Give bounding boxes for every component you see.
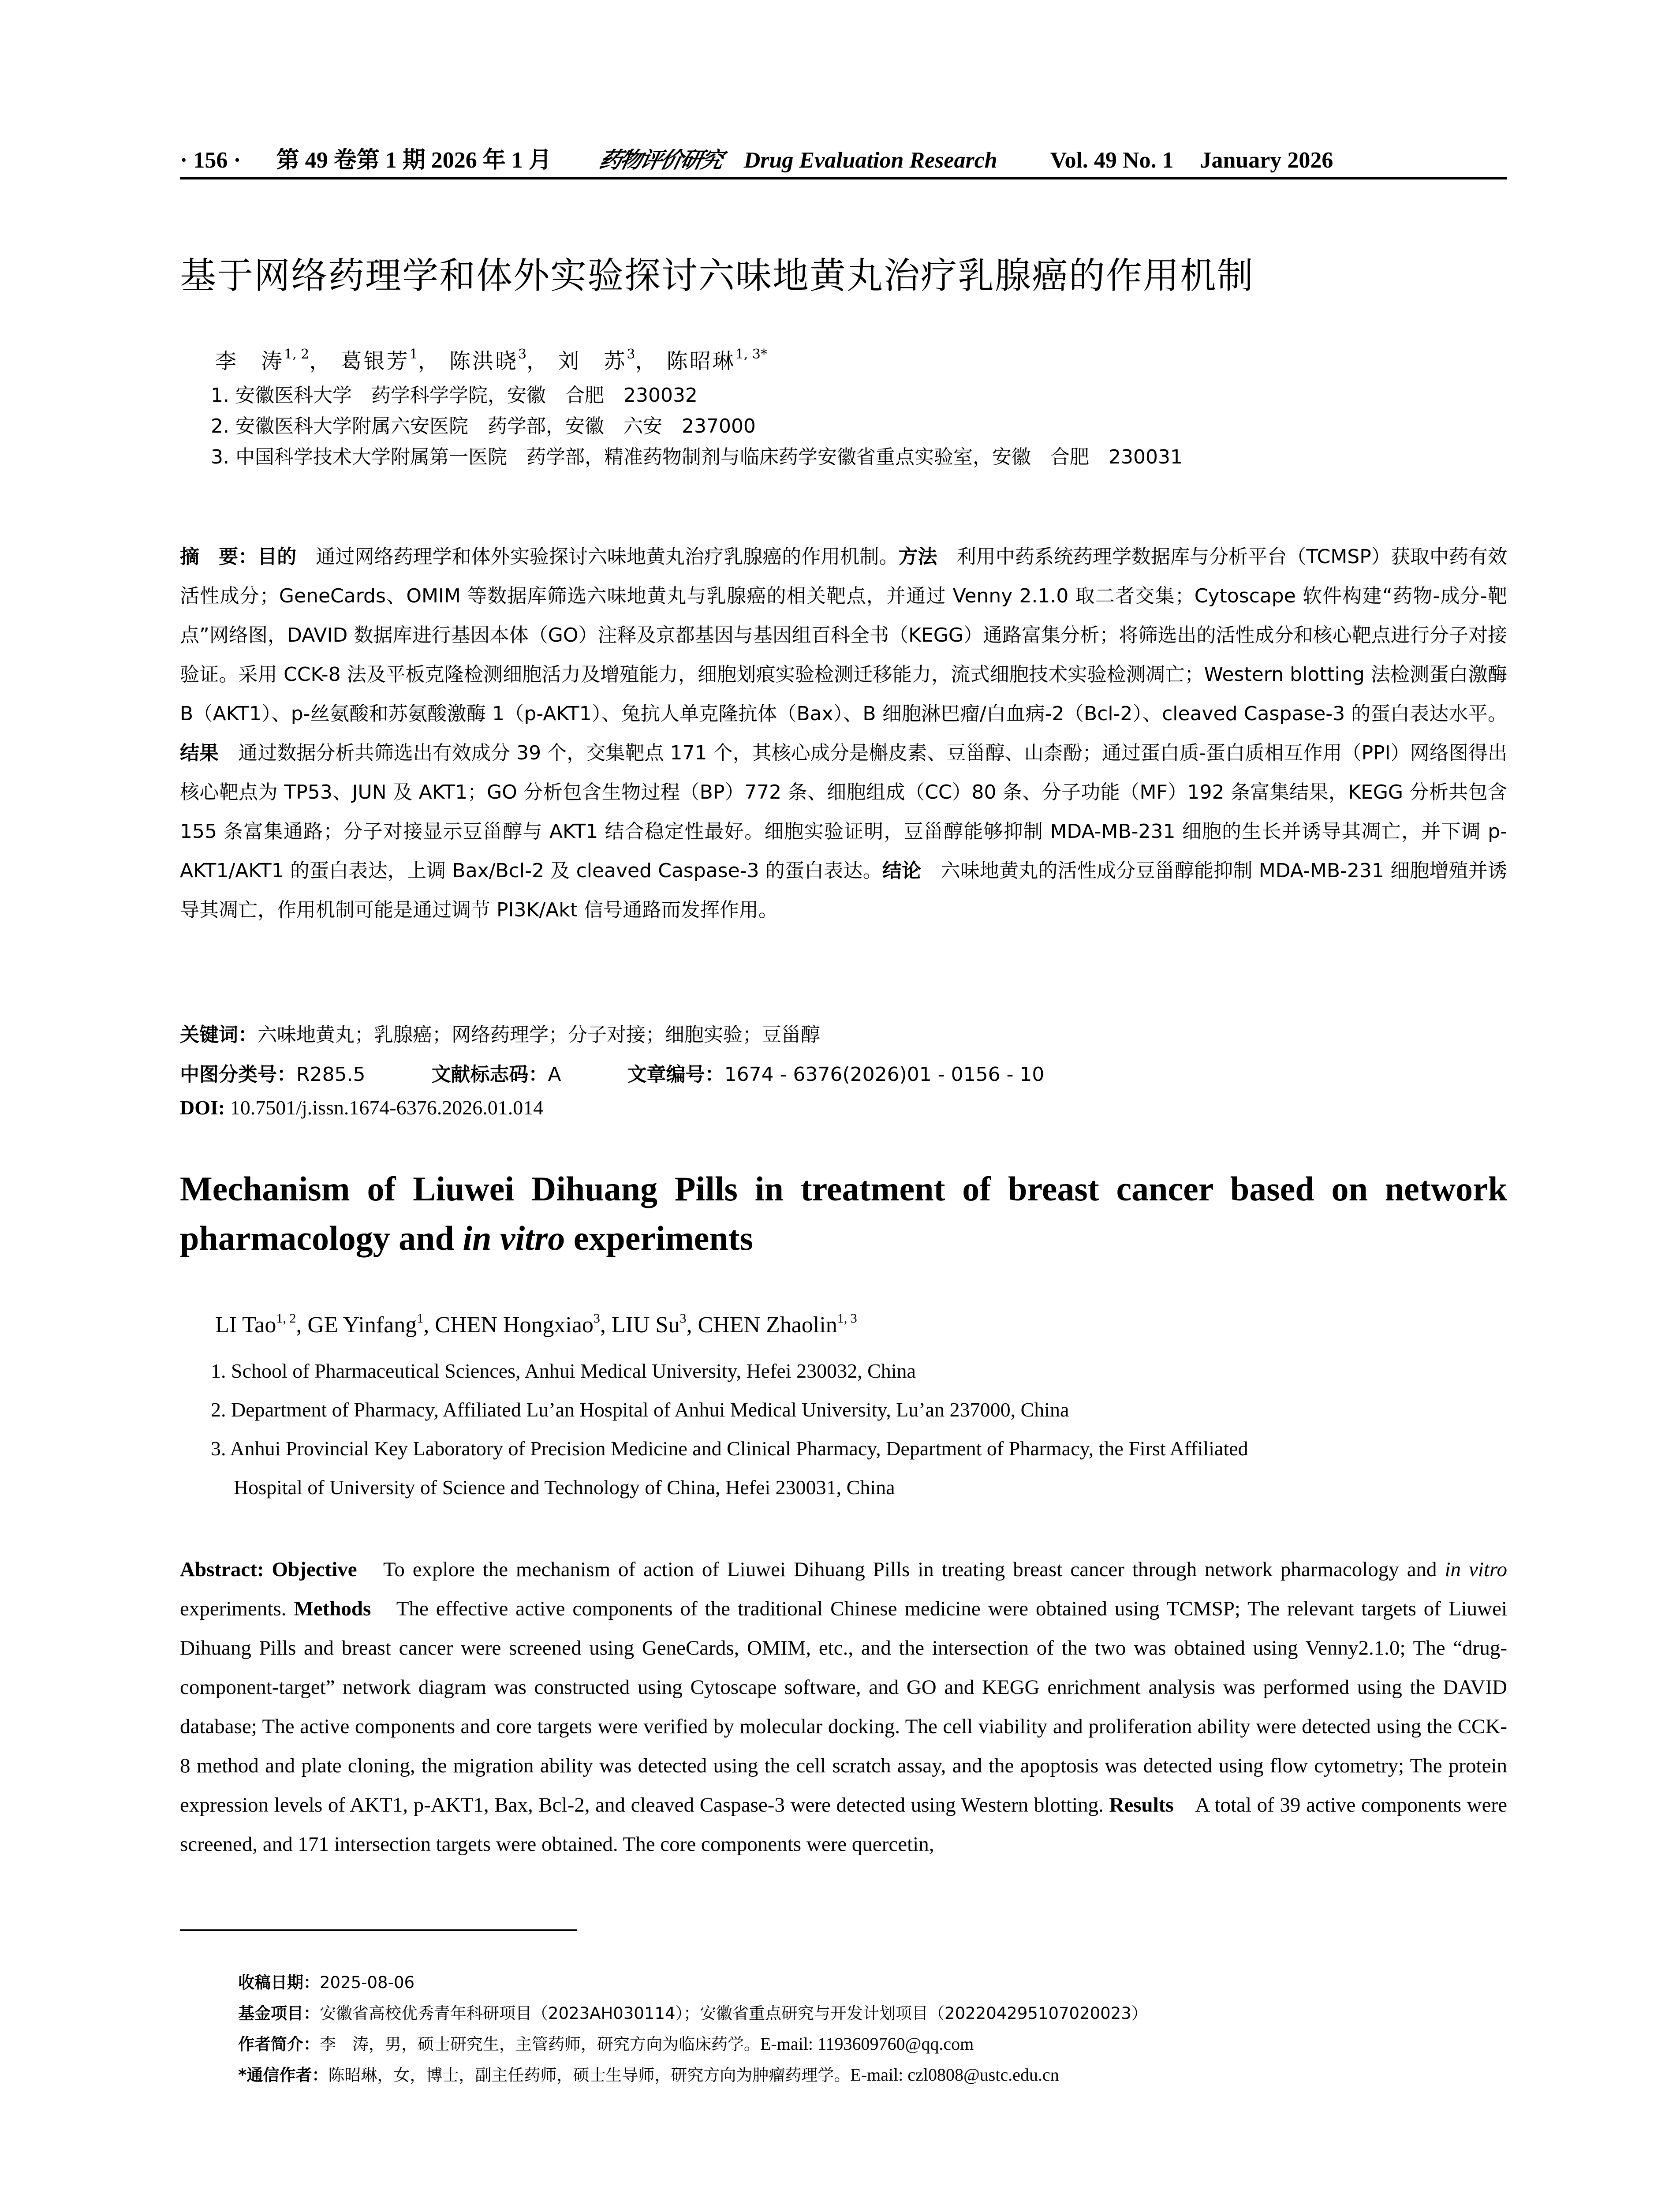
cn-author: 葛银芳$^1$， [340, 347, 441, 374]
en-abstract-label: Abstract: [180, 1558, 272, 1581]
en-results-text: A total of 39 active components were screened, and 171 intersection targets were obtained. The core components were quercetin, [180, 1794, 1507, 1856]
article-no-label: 文章编号： [627, 1063, 724, 1086]
keywords-text: 六味地黄丸；乳腺癌；网络药理学；分子对接；细胞实验；豆甾醇 [258, 1024, 820, 1046]
corresponding-email[interactable]: E-mail: czl0808@ustc.edu.cn [850, 2065, 1059, 2085]
cn-results-label: 结果 [180, 742, 219, 764]
cn-author-list [215, 344, 767, 374]
cn-objective-text: 通过网络药理学和体外实验探讨六味地黄丸治疗乳腺癌的作用机制。 [296, 546, 899, 568]
clc-value: R285.5 [296, 1063, 366, 1086]
header-rule [180, 177, 1507, 179]
keywords-label: 关键词： [180, 1024, 258, 1046]
cn-author: 李 涛$^{1, 2}$， [215, 347, 332, 374]
en-affiliation-list [211, 1352, 1507, 1507]
en-author-list [215, 1312, 857, 1338]
doc-code-value: A [548, 1063, 561, 1086]
en-affiliation: 2. Department of Pharmacy, Affiliated Lu’an Hospital of Anhui Medical University, Lu’an 237000, China [211, 1398, 1069, 1421]
en-results-label: Results [1109, 1794, 1174, 1816]
cn-author: 刘 苏$^3$， [558, 347, 658, 374]
journal-name: Drug Evaluation Research [743, 148, 997, 173]
footnote-corresponding: *通信作者：陈昭琳，女，博士，副主任药师，硕士生导师，研究方向为肿瘤药理学。E-mail: czl0808@ustc.edu.cn [238, 2065, 1059, 2085]
article-no-value: 1674 - 6376(2026)01 - 0156 - 10 [724, 1063, 1045, 1086]
en-author: LI Tao$^{1, 2}$, [215, 1311, 308, 1338]
doi-label: DOI: [180, 1096, 225, 1119]
en-affiliation-continued: Hospital of University of Science and Technology of China, Hefei 230031, China [234, 1476, 895, 1499]
cn-conclusion-text: 六味地黄丸的活性成分豆甾醇能抑制 MDA-MB-231 细胞增殖并诱导其凋亡，作用机制可能是通过调节 PI3K/Akt 信号通路而发挥作用。 [180, 860, 1507, 921]
doi-line [180, 1096, 543, 1119]
volume-issue: Vol. 49 No. 1 [1050, 148, 1174, 173]
en-affiliation: 3. Anhui Provincial Key Laboratory of Precision Medicine and Clinical Pharmacy, Department of Pharmacy, the First Affiliated [211, 1437, 1248, 1460]
page-number: · 156 · [180, 148, 241, 173]
en-author: CHEN Zhaolin$^{1, 3}$ [698, 1311, 857, 1338]
classification-line [180, 1058, 1044, 1087]
footnote-author-bio: 作者简介：李 涛，男，硕士研究生，主管药师，研究方向为临床药学。E-mail: 1193609760@qq.com [238, 2034, 974, 2054]
cn-abstract-label: 摘 要： [180, 546, 258, 568]
journal-logo: 药物评价研究 [597, 147, 724, 173]
cn-objective-label: 目的 [258, 546, 297, 568]
cn-methods-text: 利用中药系统药理学数据库与分析平台（TCMSP）获取中药有效活性成分；GeneCards、OMIM 等数据库筛选六味地黄丸与乳腺癌的相关靶点，并通过 Venny 2.1.0 取二者交集；Cytoscape 软件构建“药物-成分-靶点”网络图，DAVID 数据库进行基因本体（GO）注释及京都基因与基因组百科全书（KEGG）通路富集分析；将筛选出的活性成分和核心靶点进行分子对接验证。采用 CCK-8 法及平板克隆检测细胞活力及增殖能力，细胞划痕实验检测迁移能力，流式细胞技术实验检测凋亡；Western blotting 法检测蛋白激酶 B（AKT1）、p-丝氨酸和苏氨酸激酶 1（p-AKT1）、兔抗人单克隆抗体（Bax）、B 细胞淋巴瘤/白血病-2（Bcl-2）、cleaved Caspase-3 的蛋白表达水平。 [180, 546, 1508, 725]
issue-date: January 2026 [1200, 148, 1333, 173]
cn-affiliation: 3. 中国科学技术大学附属第一医院 药学部，精准药物制剂与临床药学安徽省重点实验室，安徽 合肥 230031 [211, 446, 1183, 468]
cn-issue-info: 第 49 卷第 1 期 2026 年 1 月 [276, 148, 552, 173]
cn-article-title: 基于网络药理学和体外实验探讨六味地黄丸治疗乳腺癌的作用机制 [180, 255, 1254, 297]
footnote-rule [180, 1929, 577, 1931]
author-email[interactable]: E-mail: 1193609760@qq.com [760, 2034, 974, 2054]
cn-keywords [180, 1019, 820, 1047]
running-header [180, 141, 1507, 176]
en-article-title: Mechanism of Liuwei Dihuang Pills in treatment of breast cancer based on network pharmacology and in vitro experiments [180, 1170, 1507, 1257]
en-author: LIU Su$^3$, [611, 1311, 698, 1338]
cn-affiliation: 1. 安徽医科大学 药学科学学院，安徽 合肥 230032 [211, 384, 698, 407]
en-affiliation: 1. School of Pharmaceutical Sciences, Anhui Medical University, Hefei 230032, China [211, 1360, 916, 1382]
en-objective-label: Objective [272, 1558, 357, 1581]
cn-results-text: 通过数据分析共筛选出有效成分 39 个，交集靶点 171 个，其核心成分是槲皮素、豆甾醇、山柰酚；通过蛋白质-蛋白质相互作用（PPI）网络图得出核心靶点为 TP53、JUN 及 AKT1；GO 分析包含生物过程（BP）772 条、细胞组成（CC）80 条、分子功能（MF）192 条富集结果，KEGG 分析共包含 155 条富集通路；分子对接显示豆甾醇与 AKT1 结合稳定性最好。细胞实验证明，豆甾醇能够抑制 MDA-MB-231 细胞的生长并诱导其凋亡，并下调 p-AKT1/AKT1 的蛋白表达，上调 Bax/Bcl-2 及 cleaved Caspase-3 的蛋白表达。 [180, 742, 1507, 882]
clc-label: 中图分类号： [180, 1063, 296, 1086]
en-author: GE Yinfang$^1$, [307, 1311, 435, 1338]
cn-abstract [180, 537, 1507, 930]
cn-affiliation: 2. 安徽医科大学附属六安医院 药学部，安徽 六安 237000 [211, 415, 756, 437]
doi-value[interactable]: 10.7501/j.issn.1674-6376.2026.01.014 [225, 1096, 544, 1119]
cn-methods-label: 方法 [898, 546, 937, 568]
footnote-received: 收稿日期：2025-08-06 [238, 1973, 415, 1992]
en-methods-label: Methods [294, 1597, 371, 1620]
footnote-funding: 基金项目：安徽省高校优秀青年科研项目（2023AH030114）；安徽省重点研究与开发计划项目（202204295107020023） [238, 2004, 1148, 2023]
cn-author: 陈洪晓$^3$， [449, 347, 550, 374]
en-abstract: Abstract: Objective To explore the mechanism of action of Liuwei Dihuang Pills in treating breast cancer through network pharmacology and in vitro experiments. Methods The effective active components of the traditional Chinese medicine were obtained using TCMSP; The relevant targets of Liuwei Dihuang Pills and breast cancer were screened using GeneCards, OMIM, etc., and the intersection of the two was obtained using Venny2.1.0; The “drug-component-target” network diagram was constructed using Cytoscape software, and GO and KEGG enrichment analysis was performed using the DAVID database; The active components and core targets were verified by molecular docking. The cell viability and proliferation ability were detected using the CCK-8 method and plate cloning, the migration ability was detected using the cell scratch assay, and the apoptosis was detected using flow cytometry; The protein expression levels of AKT1, p-AKT1, Bax, Bcl-2, and cleaved Caspase-3 were detected using Western blotting. Results A total of 39 active components were screened, and 171 intersection targets were obtained. The core components were quercetin, [180, 1558, 1507, 1856]
doc-code-label: 文献标志码： [431, 1063, 548, 1086]
cn-conclusion-label: 结论 [882, 860, 922, 882]
cn-author: 陈昭琳$^{1, 3*}$ [666, 347, 767, 374]
en-methods-text: The effective active components of the traditional Chinese medicine were obtained using TCMSP; The relevant targets of Liuwei Dihuang Pills and breast cancer were screened using GeneCards, OMIM, etc., and the intersection of the two was obtained using Venny2.1.0; The “drug-component-target” network diagram was constructed using Cytoscape software, and GO and KEGG enrichment analysis was performed using the DAVID database; The active components and core targets were verified by molecular docking. The cell viability and proliferation ability were detected using the CCK-8 method and plate cloning, the migration ability was detected using the cell scratch assay, and the apoptosis was detected using flow cytometry; The protein expression levels of AKT1, p-AKT1, Bax, Bcl-2, and cleaved Caspase-3 were detected using Western blotting. [180, 1597, 1507, 1816]
en-author: CHEN Hongxiao$^3$, [435, 1311, 612, 1338]
